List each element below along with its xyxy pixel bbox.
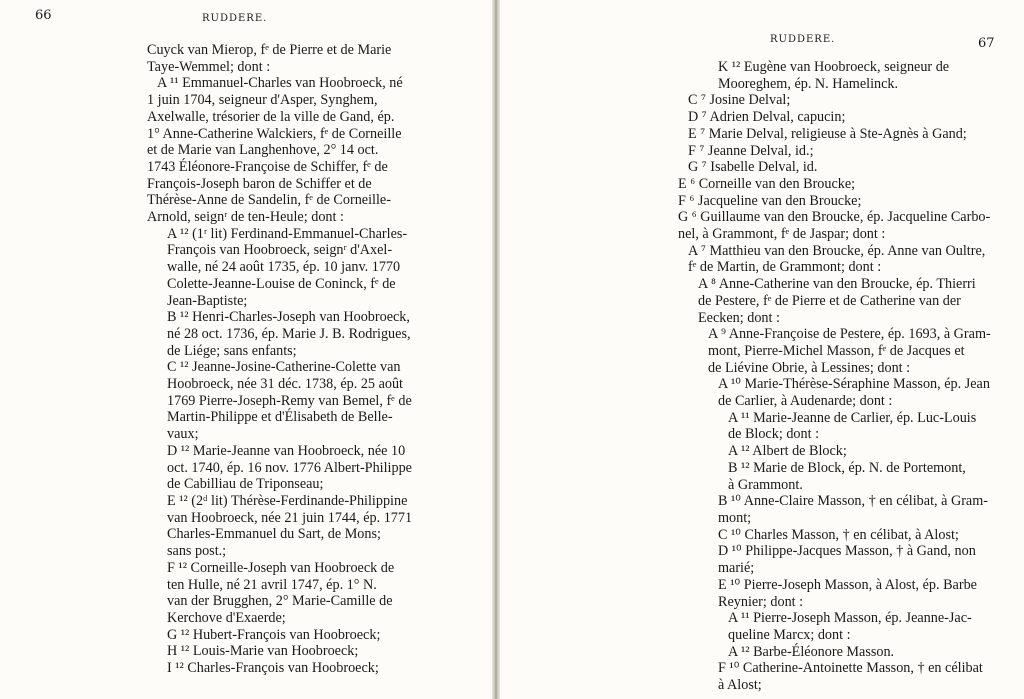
text-line: I ¹² Charles-François van Hoobroeck; [167, 660, 379, 677]
text-line: A ⁸ Anne-Catherine van den Broucke, ép. Thierri [698, 276, 976, 293]
text-line: queline Marcx; dont : [728, 626, 851, 643]
text-line: E ¹⁰ Pierre-Joseph Masson, à Alost, ép. Barbe [718, 576, 977, 593]
text-line: François van Hoobroeck, seignʳ d'Axel- [167, 242, 393, 259]
text-line: B ¹⁰ Anne-Claire Masson, † en célibat, à Gram- [718, 493, 988, 510]
text-line: H ¹² Louis-Marie van Hoobroeck; [167, 643, 359, 660]
text-line: D ⁷ Adrien Delval, capucin; [688, 109, 846, 126]
text-line: Martin-Philippe et d'Élisabeth de Belle- [167, 409, 393, 426]
text-line: A ⁹ Anne-Françoise de Pestere, ép. 1693, à Gram- [708, 326, 991, 343]
text-line: François-Joseph baron de Schiffer et de [147, 175, 372, 192]
text-line: 1° Anne-Catherine Walckiers, fᵉ de Corneille [147, 125, 402, 142]
text-line: fᵉ de Martin, de Grammont; dont : [688, 259, 882, 276]
text-line: K ¹² Eugène van Hoobroeck, seigneur de [718, 59, 950, 75]
text-line: marié; [718, 560, 755, 577]
text-line: nel, à Grammont, fᵉ de Jaspar; dont : [678, 226, 886, 243]
text-line: 1769 Pierre-Joseph-Remy van Bemel, fᵉ de [167, 392, 412, 409]
text-line: C ¹⁰ Charles Masson, † en célibat, à Alost; [718, 526, 959, 543]
text-line: Kerchove d'Exaerde; [167, 609, 286, 626]
text-line: F ¹² Corneille-Joseph van Hoobroeck de [167, 559, 395, 576]
text-line: E ⁶ Corneille van den Broucke; [678, 175, 856, 192]
text-line: B ¹² Henri-Charles-Joseph van Hoobroeck, [167, 309, 410, 326]
text-line: de Liége; sans enfants; [167, 342, 297, 359]
text-line: F ⁶ Jacqueline van den Broucke; [678, 192, 862, 209]
text-line: Eecken; dont : [698, 309, 780, 326]
text-line: G ⁶ Guillaume van den Broucke, ép. Jacqueline Carbo- [678, 209, 991, 226]
text-line: Thérèse-Anne de Sandelin, fᵉ de Corneille- [147, 192, 391, 209]
text-line: F ⁷ Jeanne Delval, id.; [688, 142, 814, 159]
text-line: Axelwalle, trésorier de la ville de Gand, ép. [147, 108, 395, 125]
left-page [0, 0, 492, 699]
text-line: et de Marie van Langhenhove, 2° 14 oct. [147, 142, 379, 159]
text-line: 1 juin 1704, seigneur d'Asper, Synghem, [147, 92, 378, 109]
text-line: Hoobroeck, née 31 déc. 1738, ép. 25 août [167, 376, 403, 393]
text-line: de Liévine Obrie, à Lessines; dont : [708, 359, 911, 376]
text-line: A ¹² Albert de Block; [728, 443, 847, 460]
text-line: walle, né 24 août 1735, ép. 10 janv. 1770 [167, 259, 401, 276]
text-line: E ¹² (2ᵈ lit) Thérèse-Ferdinande-Philippine [167, 492, 408, 509]
text-line: Taye-Wemmel; dont : [147, 58, 271, 75]
text-line: A ¹⁰ Marie-Thérèse-Séraphine Masson, ép. Jean [718, 376, 990, 393]
text-line: C ⁷ Josine Delval; [688, 92, 791, 109]
text-line: de Pestere, fᵉ de Pierre et de Catherine van der [698, 292, 961, 309]
text-line: Cuyck van Mierop, fᵉ de Pierre et de Marie [147, 42, 392, 58]
text-line: van der Brugghen, 2° Marie-Camille de [167, 593, 393, 610]
text-line: G ⁷ Isabelle Delval, id. [688, 159, 818, 176]
text-line: D ¹² Marie-Jeanne van Hoobroeck, née 10 [167, 442, 406, 459]
left-page-text [147, 42, 487, 677]
text-line: de Carlier, à Audenarde; dont : [718, 393, 893, 410]
running-head: RUDDERE. [202, 13, 268, 24]
page-number: 66 [35, 8, 52, 23]
text-line: Jean-Baptiste; [167, 292, 248, 309]
text-line: B ¹² Marie de Block, ép. N. de Portemont, [728, 459, 966, 476]
text-line: A ¹² Barbe-Éléonore Masson. [728, 643, 895, 660]
page-number: 67 [978, 36, 995, 51]
text-line: Arnold, seignʳ de ten-Heule; dont : [147, 209, 344, 226]
text-line: sans post.; [167, 543, 227, 560]
text-line: né 28 oct. 1736, ép. Marie J. B. Rodrigues, [167, 325, 411, 342]
text-line: vaux; [167, 426, 199, 443]
text-line: à Grammont. [728, 476, 803, 493]
text-line: 1743 Éléonore-Françoise de Schiffer, fᵉ de [147, 158, 388, 175]
right-page-text [678, 59, 1014, 694]
text-line: Colette-Jeanne-Louise de Coninck, fᵉ de [167, 275, 396, 292]
text-line: mont, Pierre-Michel Masson, fᵉ de Jacques et [708, 342, 965, 359]
text-line: C ¹² Jeanne-Josine-Catherine-Colette van [167, 359, 401, 376]
text-line: de Cabilliau de Triponseau; [167, 476, 324, 493]
text-line: A ¹² (1ʳ lit) Ferdinand-Emmanuel-Charles- [167, 225, 408, 242]
text-line: oct. 1740, ép. 16 nov. 1776 Albert-Philippe [167, 459, 412, 476]
text-line: Reynier; dont : [718, 593, 804, 610]
book-gutter [492, 0, 500, 699]
text-line: A ¹¹ Emmanuel-Charles van Hoobroeck, né [157, 75, 403, 92]
text-line: A ⁷ Matthieu van den Broucke, ép. Anne van Oultre, [688, 242, 986, 259]
text-line: D ¹⁰ Philippe-Jacques Masson, † à Gand, non [718, 543, 976, 560]
text-line: F ¹⁰ Catherine-Antoinette Masson, † en célibat [718, 660, 983, 677]
text-line: Charles-Emmanuel du Sart, de Mons; [167, 526, 381, 543]
text-line: A ¹¹ Pierre-Joseph Masson, ép. Jeanne-Jac- [728, 610, 972, 627]
text-line: van Hoobroeck, née 21 juin 1744, ép. 1771 [167, 509, 413, 526]
text-line: E ⁷ Marie Delval, religieuse à Ste-Agnès à Gand; [688, 125, 967, 142]
text-line: ten Hulle, né 21 avril 1747, ép. 1° N. [167, 576, 377, 593]
text-line: G ¹² Hubert-François van Hoobroeck; [167, 626, 381, 643]
text-line: de Block; dont : [728, 426, 820, 443]
text-line: à Alost; [718, 677, 762, 694]
text-line: Mooreghem, ép. N. Hamelinck. [718, 75, 899, 92]
text-line: mont; [718, 509, 752, 526]
text-line: A ¹¹ Marie-Jeanne de Carlier, ép. Luc-Louis [728, 409, 977, 426]
running-head: RUDDERE. [770, 34, 836, 45]
right-page [500, 0, 1024, 699]
